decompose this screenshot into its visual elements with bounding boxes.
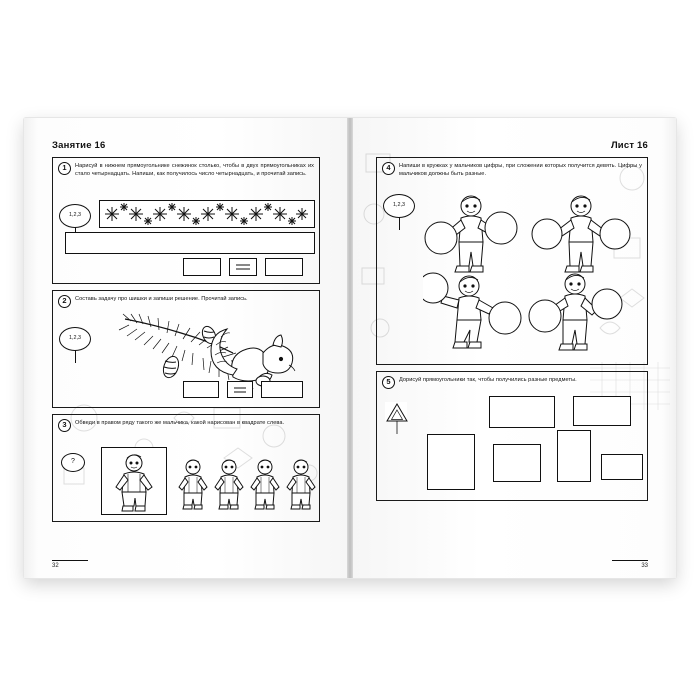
task-2-marker-label: 1,2,3 — [69, 335, 81, 341]
left-page — [24, 118, 350, 578]
equation-box-3[interactable] — [183, 381, 219, 398]
task-2-number: 2 — [58, 295, 71, 308]
rectangle-2[interactable] — [573, 396, 631, 426]
equals-icon — [235, 263, 251, 271]
left-page-footer-rule — [52, 560, 88, 561]
task-1-text: Нарисуй в нижнем прямоугольнике снежинок столько, чтобы в двух прямоугольниках их стало четырнадцать. Напиши, как получилось число четырнадцать, и прочитай запись. — [75, 163, 314, 178]
task-1-marker — [59, 204, 91, 228]
lesson-title: Занятие 16 — [52, 140, 106, 151]
triangle-marker-icon — [385, 402, 409, 436]
rectangle-1[interactable] — [489, 396, 555, 428]
sheet-title: Лист 16 — [610, 140, 648, 151]
right-page-footer-rule — [612, 560, 648, 561]
balloon-string — [75, 350, 76, 363]
task-3-marker-label: ? — [71, 458, 75, 465]
right-page — [350, 118, 676, 578]
left-page-number: 32 — [52, 563, 59, 569]
right-page-number: 33 — [641, 563, 648, 569]
equals-box-2 — [227, 381, 253, 398]
task-1-marker-label: 1,2,3 — [69, 212, 81, 218]
boy-reference — [102, 448, 166, 514]
rectangle-6[interactable] — [601, 454, 643, 480]
task-3-marker — [61, 453, 85, 472]
task-5-marker — [385, 402, 407, 421]
task-1 — [52, 157, 320, 284]
task-1-number: 1 — [58, 162, 71, 175]
snowflake-row — [100, 201, 314, 227]
task-3-number: 3 — [58, 419, 71, 432]
rectangle-5[interactable] — [557, 430, 591, 482]
equation-box-1[interactable] — [183, 258, 221, 276]
boys-row — [177, 455, 317, 515]
boys-with-balls-illustration — [423, 186, 643, 358]
task-5-number: 5 — [382, 376, 395, 389]
reference-boy-square — [101, 447, 167, 515]
task-3-text: Обведи в правом ряду такого же мальчика, какой нарисован в квадрате слева. — [75, 420, 285, 426]
task-4-marker-label: 1,2,3 — [393, 202, 405, 208]
task-5 — [376, 371, 648, 501]
book-spine — [347, 118, 353, 578]
snowflake-rectangle — [99, 200, 315, 228]
task-3 — [52, 414, 320, 522]
equation-box-2[interactable] — [265, 258, 303, 276]
equation-box-4[interactable] — [261, 381, 303, 398]
equals-icon — [233, 386, 247, 394]
rectangle-3[interactable] — [427, 434, 475, 490]
rectangle-4[interactable] — [493, 444, 541, 482]
task-2-marker — [59, 327, 91, 351]
task-4-marker — [383, 194, 415, 218]
open-workbook — [24, 118, 676, 578]
task-2-text: Составь задачу про шишки и запиши решение. Прочитай запись. — [75, 296, 248, 302]
task-4-text: Напиши в кружках у мальчиков цифры, при сложении которых получится девять. Цифры у мальчиков должны быть разные. — [399, 163, 642, 178]
left-page-header — [52, 140, 320, 151]
squirrel-illustration — [113, 311, 313, 389]
task-4 — [376, 157, 648, 365]
empty-drawing-rectangle[interactable] — [65, 232, 315, 254]
equals-box — [229, 258, 257, 276]
task-2 — [52, 290, 320, 408]
balloon-string — [399, 217, 400, 230]
task-5-text: Дорисуй прямоугольники так, чтобы получились разные предметы. — [399, 377, 577, 383]
task-4-number: 4 — [382, 162, 395, 175]
right-page-header — [376, 140, 648, 151]
